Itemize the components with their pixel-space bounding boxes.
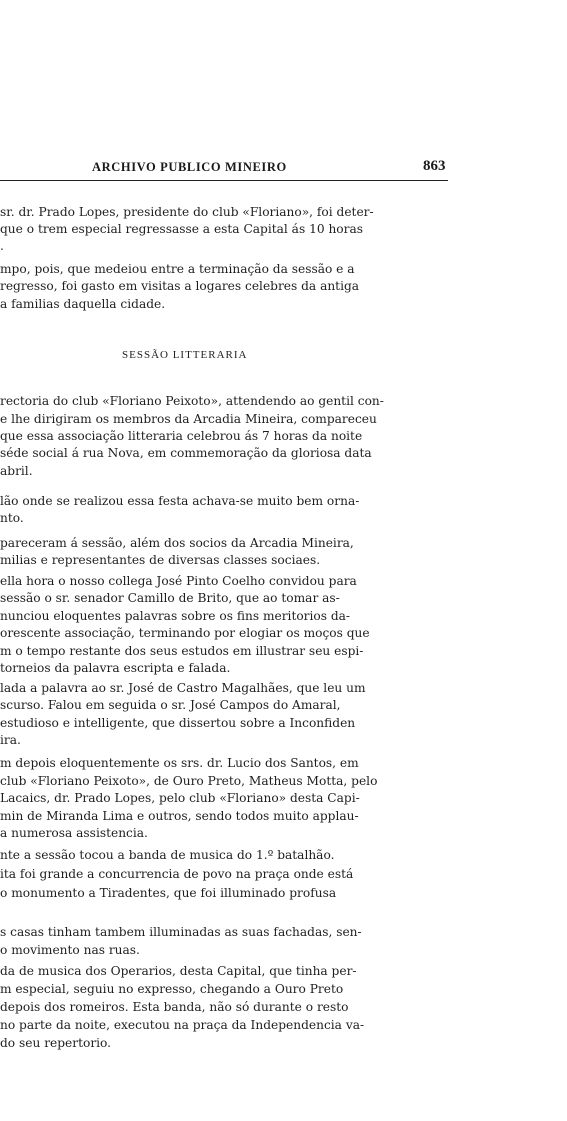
text-line: min de Miranda Lima e outros, sendo todos muito applau- — [0, 809, 359, 823]
text-line: ira. — [0, 733, 21, 747]
text-line: ella hora o nosso collega José Pinto Coelho convidou para — [0, 574, 357, 588]
text-line: ita foi grande a concurrencia de povo na praça onde está — [0, 867, 354, 881]
text-line: e lhe dirigiram os membros da Arcadia Mineira, compareceu — [0, 412, 377, 426]
text-line: m o tempo restante dos seus estudos em illustrar seu espi- — [0, 644, 364, 658]
text-line: m especial, seguiu no expresso, chegando a Ouro Preto — [0, 982, 344, 996]
section-heading: SESSÃO LITTERARIA — [122, 349, 248, 361]
header-rule — [0, 180, 448, 181]
text-line: séde social á rua Nova, em commemoração da gloriosa data — [0, 446, 372, 460]
text-line: club «Floriano Peixoto», de Ouro Preto, Matheus Motta, pelo — [0, 774, 378, 788]
text-line: no parte da noite, executou na praça da Independencia va- — [0, 1018, 365, 1032]
text-line: s casas tinham tambem illuminadas as suas fachadas, sen- — [0, 925, 362, 939]
text-line: regresso, foi gasto em visitas a logares celebres da antiga — [0, 279, 360, 293]
running-header — [0, 158, 480, 178]
text-line: orescente associação, terminando por elogiar os moços que — [0, 626, 370, 640]
text-line: lão onde se realizou essa festa achava-se muito bem orna- — [0, 494, 360, 508]
text-line: depois dos romeiros. Esta banda, não só durante o resto — [0, 1000, 349, 1014]
text-line: da de musica dos Operarios, desta Capital, que tinha per- — [0, 964, 357, 978]
text-line: Lacaics, dr. Prado Lopes, pelo club «Floriano» desta Capi- — [0, 791, 360, 805]
text-line: sessão o sr. senador Camillo de Brito, que ao tomar as- — [0, 591, 340, 605]
page-number: 863 — [423, 158, 446, 174]
text-line: scurso. Falou em seguida o sr. José Campos do Amaral, — [0, 698, 341, 712]
text-line: mpo, pois, que medeiou entre a terminação da sessão e a — [0, 262, 355, 276]
text-line: m depois eloquentemente os srs. dr. Lucio dos Santos, em — [0, 756, 359, 770]
text-line: estudioso e intelligente, que dissertou sobre a Inconfiden — [0, 716, 356, 730]
text-line: a numerosa assistencia. — [0, 826, 148, 840]
text-line: torneios da palavra escripta e falada. — [0, 661, 231, 675]
text-line: milias e representantes de diversas classes sociaes. — [0, 553, 321, 567]
text-line: nte a sessão tocou a banda de musica do 1.º batalhão. — [0, 848, 335, 862]
text-line: rectoria do club «Floriano Peixoto», attendendo ao gentil con- — [0, 394, 384, 408]
text-line: o monumento a Tiradentes, que foi illuminado profusa — [0, 886, 337, 900]
text-line: sr. dr. Prado Lopes, presidente do club «Floriano», foi deter- — [0, 205, 374, 219]
text-line: que o trem especial regressasse a esta Capital ás 10 horas — [0, 222, 363, 236]
text-line: pareceram á sessão, além dos socios da Arcadia Mineira, — [0, 536, 354, 550]
running-title: ARCHIVO PUBLICO MINEIRO — [92, 160, 287, 174]
text-line: do seu repertorio. — [0, 1036, 112, 1050]
text-line: que essa associação litteraria celebrou ás 7 horas da noite — [0, 429, 363, 443]
text-line: nto. — [0, 511, 24, 525]
text-line: a familias daquella cidade. — [0, 297, 166, 311]
text-line: o movimento nas ruas. — [0, 943, 140, 957]
text-line: abril. — [0, 464, 33, 478]
text-line: nunciou eloquentes palavras sobre os fins meritorios da- — [0, 609, 351, 623]
text-line: lada a palavra ao sr. José de Castro Magalhães, que leu um — [0, 681, 366, 695]
text-line: . — [0, 239, 4, 253]
